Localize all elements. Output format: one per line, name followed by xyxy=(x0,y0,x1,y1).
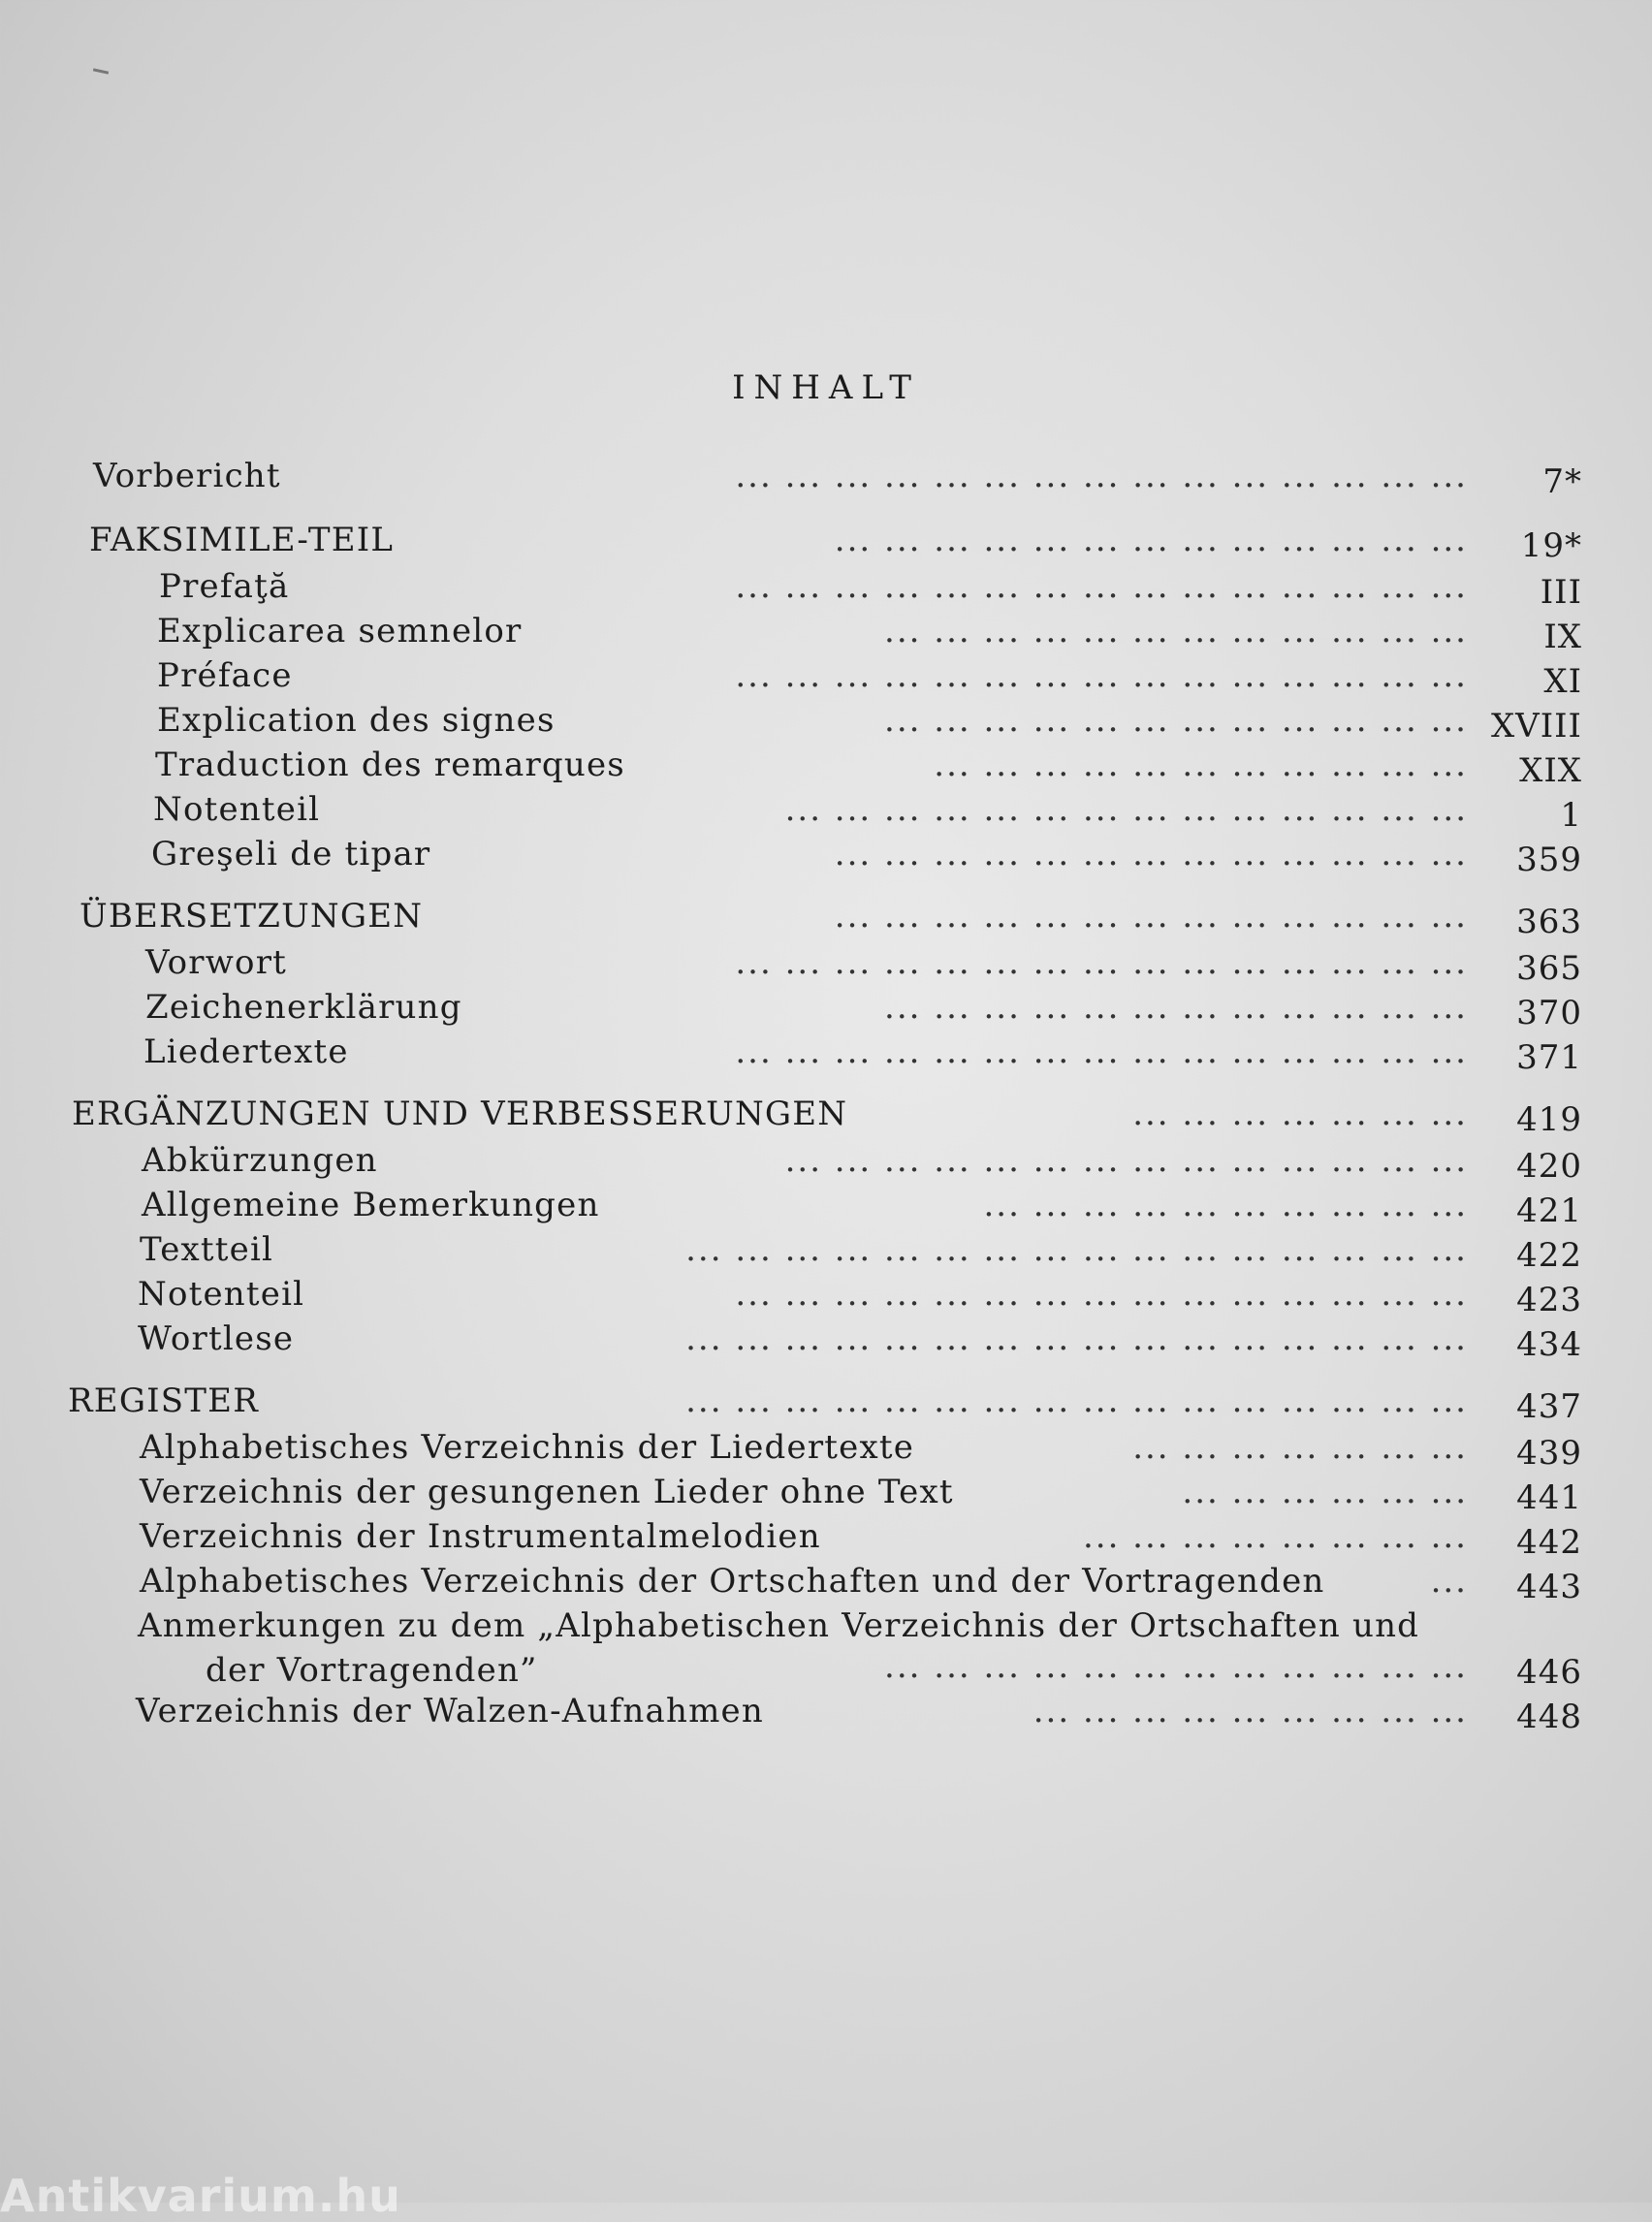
toc-section xyxy=(0,1092,1652,1138)
toc-entry-label-text: ÜBERSETZUNGEN xyxy=(79,897,424,936)
toc-page-number: IX xyxy=(1543,618,1582,656)
dot-leader: ... ... ... ... ... ... ... ... ... ... ... ... ... ... xyxy=(784,790,1468,829)
toc-page-number: 448 xyxy=(1516,1698,1582,1736)
toc-entry-label xyxy=(142,1138,378,1183)
toc-section xyxy=(0,894,1652,940)
toc-entry-label xyxy=(143,1030,349,1074)
toc-entry-label-text: Verzeichnis der gesungenen Lieder ohne Text xyxy=(140,1473,954,1511)
toc-entry xyxy=(0,743,1652,790)
toc-entry-label xyxy=(140,1227,273,1272)
toc-entry-label xyxy=(159,564,289,609)
toc-entry-label-text: Prefaţă xyxy=(159,567,290,606)
toc-entry-label-text: Explication des signes xyxy=(157,701,556,740)
dot-leader: ... ... ... ... ... ... ... ... ... xyxy=(1032,1692,1468,1730)
toc-section xyxy=(0,518,1652,564)
dot-leader: ... ... ... ... ... ... ... ... xyxy=(1082,1517,1468,1556)
toc-entry xyxy=(0,1689,1652,1736)
toc-entry xyxy=(0,985,1652,1030)
toc-entry-label-text: Wortlese xyxy=(138,1319,295,1358)
dot-leader: ... ... ... ... ... ... ... ... ... ... ... ... ... ... ... ... xyxy=(685,1381,1468,1420)
toc-entry xyxy=(0,1272,1652,1317)
toc-entry xyxy=(0,832,1652,879)
toc-entry-label-text: Verzeichnis der Instrumentalmelodien xyxy=(140,1517,821,1556)
toc-page-number: 420 xyxy=(1516,1147,1582,1186)
dot-leader: ... ... ... ... ... ... ... ... ... ... ... ... ... xyxy=(834,835,1468,873)
dot-leader: ... ... ... ... ... ... ... ... ... ... ... ... ... ... ... xyxy=(735,656,1468,695)
toc-entry-label xyxy=(157,698,556,743)
toc-entry-label-text: Greşeli de tipar xyxy=(151,835,431,873)
dot-leader: ... ... ... ... ... ... ... ... ... ... ... ... xyxy=(884,701,1468,740)
toc-entry-label xyxy=(79,894,423,938)
toc-entry-label xyxy=(138,1317,294,1361)
toc-entry-label-text: Liedertexte xyxy=(143,1032,349,1071)
toc-entry xyxy=(0,1425,1652,1473)
toc-page-number: 434 xyxy=(1516,1325,1582,1364)
toc-page-number: 441 xyxy=(1516,1478,1582,1517)
page-title: INHALT xyxy=(732,368,920,407)
toc-entry-label-text: Alphabetisches Verzeichnis der Ortschaften und der Vortragenden xyxy=(140,1562,1325,1601)
toc-page-number: 443 xyxy=(1516,1568,1582,1606)
dot-leader: ... ... ... ... ... ... ... ... ... ... xyxy=(983,1186,1468,1224)
toc-page-number: 439 xyxy=(1516,1434,1582,1473)
toc-entry-label xyxy=(140,1514,821,1559)
toc-page-number: 421 xyxy=(1516,1191,1582,1230)
toc-entry-label xyxy=(138,1272,304,1317)
dot-leader: ... ... ... ... ... ... ... ... ... ... ... ... ... ... ... ... xyxy=(685,1319,1468,1358)
toc-page-number: 363 xyxy=(1516,903,1582,941)
toc-entry-label-text: Vorbericht xyxy=(93,457,281,495)
table-of-contents xyxy=(0,454,1652,1736)
toc-page-number: 1 xyxy=(1560,796,1582,835)
toc-entry xyxy=(0,1030,1652,1077)
dot-leader: ... xyxy=(1430,1562,1468,1601)
toc-entry-label xyxy=(157,653,293,698)
toc-entry-label-text: Vorwort xyxy=(145,943,288,982)
toc-entry xyxy=(0,653,1652,701)
toc-page-number: XIX xyxy=(1519,751,1582,790)
toc-entry-label xyxy=(155,743,625,787)
dot-leader: ... ... ... ... ... ... ... ... ... ... ... ... ... ... ... xyxy=(735,1275,1468,1314)
dot-leader: ... ... ... ... ... ... ... xyxy=(1132,1428,1468,1467)
toc-entry-label-text: Traduction des remarques xyxy=(155,746,625,784)
toc-entry-label xyxy=(153,787,320,832)
dot-leader: ... ... ... ... ... ... ... ... ... ... ... ... ... ... ... ... xyxy=(685,1230,1468,1269)
toc-entry-label xyxy=(157,609,523,653)
toc-entry-label xyxy=(145,940,287,985)
toc-entry xyxy=(0,698,1652,746)
watermark: Antikvarium.hu xyxy=(0,2170,401,2222)
toc-page-number: 419 xyxy=(1516,1100,1582,1139)
dot-leader: ... ... ... ... ... ... ... xyxy=(1132,1095,1468,1133)
toc-page-number: 422 xyxy=(1516,1236,1582,1275)
toc-entry-label xyxy=(72,1092,847,1136)
dot-leader: ... ... ... ... ... ... ... ... ... ... ... xyxy=(934,746,1468,784)
toc-entry xyxy=(0,564,1652,612)
toc-entry xyxy=(0,1559,1652,1606)
toc-page-number: 371 xyxy=(1516,1038,1582,1077)
toc-entry-label xyxy=(93,454,281,498)
toc-entry-label-text: Alphabetisches Verzeichnis der Liedertexte xyxy=(140,1428,915,1467)
toc-entry-label-text: ERGÄNZUNGEN UND VERBESSERUNGEN xyxy=(72,1095,848,1133)
toc-page-number: XVIII xyxy=(1490,707,1582,746)
dot-leader: ... ... ... ... ... ... ... ... ... ... ... ... ... xyxy=(834,897,1468,936)
toc-entry-label-text: FAKSIMILE-TEIL xyxy=(89,521,395,559)
toc-entry-label xyxy=(140,1559,1325,1603)
toc-page-number: 370 xyxy=(1516,994,1582,1032)
toc-page-number: 423 xyxy=(1516,1281,1582,1319)
toc-entry-label-text: Notenteil xyxy=(138,1275,305,1314)
toc-entry xyxy=(0,1317,1652,1364)
dot-leader: ... ... ... ... ... ... ... ... ... ... ... ... ... ... ... xyxy=(735,943,1468,982)
toc-entry xyxy=(0,787,1652,835)
toc-page-number: XI xyxy=(1543,662,1582,701)
toc-entry xyxy=(0,1470,1652,1517)
toc-entry-label xyxy=(151,832,430,876)
toc-entry xyxy=(0,1603,1652,1692)
toc-entry-label-text: Notenteil xyxy=(153,790,321,829)
dot-leader: ... ... ... ... ... ... ... ... ... ... ... ... ... ... ... xyxy=(735,1032,1468,1071)
toc-page-number: 365 xyxy=(1516,949,1582,988)
toc-entry-label xyxy=(68,1379,259,1423)
toc-entry-label-text: Abkürzungen xyxy=(142,1141,378,1180)
toc-entry-label-text: Anmerkungen zu dem „Alphabetischen Verzeichnis der Ortschaften und xyxy=(138,1606,1420,1645)
toc-section xyxy=(0,1379,1652,1425)
toc-section xyxy=(0,454,1652,500)
toc-entry-label xyxy=(145,985,462,1030)
toc-entry xyxy=(0,1183,1652,1230)
toc-entry-label xyxy=(140,1425,914,1470)
toc-page-number: 7* xyxy=(1542,462,1582,501)
toc-entry-label-text: Préface xyxy=(157,656,293,695)
toc-entry-label-text: Explicarea semnelor xyxy=(157,612,523,651)
toc-page-number: 19* xyxy=(1520,526,1582,565)
dot-leader: ... ... ... ... ... ... ... ... ... ... ... ... ... xyxy=(834,521,1468,559)
toc-entry-label-text: Zeichenerklärung xyxy=(145,988,462,1027)
dot-leader: ... ... ... ... ... ... ... ... ... ... ... ... xyxy=(884,988,1468,1027)
dot-leader: ... ... ... ... ... ... ... ... ... ... ... ... ... ... ... xyxy=(735,567,1468,606)
toc-entry-label xyxy=(136,1689,764,1733)
dot-leader: ... ... ... ... ... ... ... ... ... ... ... ... ... ... ... xyxy=(735,457,1468,495)
toc-entry-label-text: Verzeichnis der Walzen-Aufnahmen xyxy=(136,1692,764,1730)
toc-entry xyxy=(0,940,1652,988)
toc-entry-label-text: Textteil xyxy=(140,1230,274,1269)
toc-page-number: 446 xyxy=(1516,1653,1582,1692)
toc-entry xyxy=(0,1514,1652,1562)
toc-entry-label-continuation: der Vortragenden” xyxy=(206,1651,538,1690)
toc-page-number: 359 xyxy=(1516,841,1582,879)
toc-entry-label-text: Allgemeine Bemerkungen xyxy=(142,1186,600,1224)
dot-leader: ... ... ... ... ... ... xyxy=(1182,1473,1468,1511)
corner-mark xyxy=(93,68,109,74)
toc-entry xyxy=(0,1227,1652,1275)
toc-entry-label xyxy=(89,518,394,562)
toc-entry xyxy=(0,609,1652,656)
toc-entry xyxy=(0,1138,1652,1186)
toc-entry-label-text: REGISTER xyxy=(68,1381,259,1420)
dot-leader: ... ... ... ... ... ... ... ... ... ... ... ... ... ... xyxy=(784,1141,1468,1180)
toc-entry-label xyxy=(140,1470,954,1514)
toc-page-number: 437 xyxy=(1516,1387,1582,1426)
toc-page-number: III xyxy=(1540,573,1582,612)
toc-page-number: 442 xyxy=(1516,1523,1582,1562)
toc-entry-label xyxy=(142,1183,600,1227)
dot-leader: ... ... ... ... ... ... ... ... ... ... ... ... xyxy=(884,612,1468,651)
dot-leader: ... ... ... ... ... ... ... ... ... ... ... ... xyxy=(884,1647,1468,1686)
